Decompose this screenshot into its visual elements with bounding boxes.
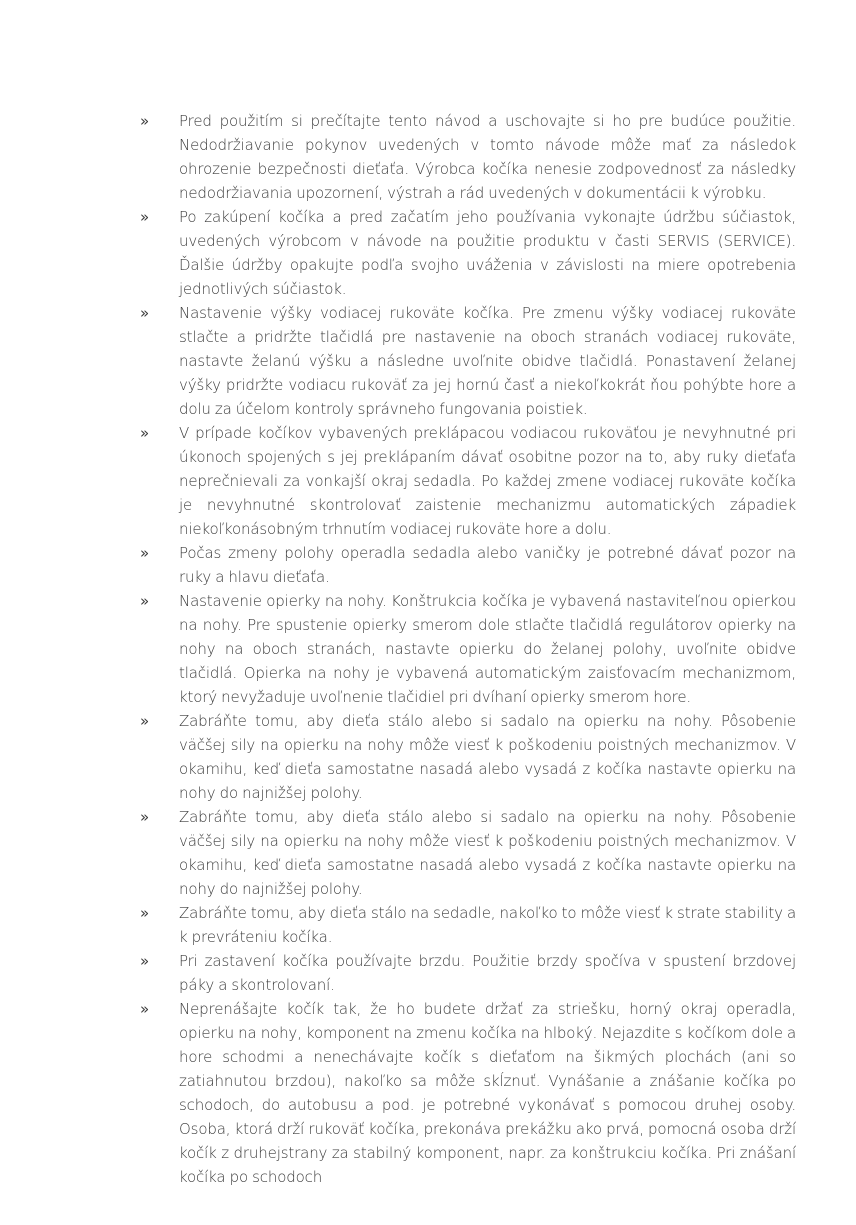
bullet-icon: » — [140, 112, 150, 130]
list-item — [140, 421, 796, 541]
list-item — [140, 709, 796, 805]
list-item-text: Zabráňte tomu, aby dieťa stálo alebo si sadalo na opierku na nohy. Pôsobenie väčšej sily na opierku na nohy môže viesť k poškodeniu poistných mechanizmov. V okamihu, keď dieťa samostatne nasadá alebo vysadá z kočíka nastavte opierku na nohy do najnižšej polohy. — [179, 712, 796, 802]
bullet-icon: » — [140, 904, 150, 922]
bullet-icon: » — [140, 208, 150, 226]
bullet-icon: » — [140, 424, 150, 442]
list-item — [140, 805, 796, 901]
bullet-icon: » — [140, 304, 150, 322]
list-item — [140, 901, 796, 949]
safety-instructions-list — [140, 109, 796, 1189]
bullet-icon: » — [140, 544, 150, 562]
bullet-icon: » — [140, 808, 150, 826]
list-item-text: Zabráňte tomu, aby dieťa stálo alebo si sadalo na opierku na nohy. Pôsobenie väčšej sily na opierku na nohy môže viesť k poškodeniu poistných mechanizmov. V okamihu, keď dieťa samostatne nasadá alebo vysadá z kočíka nastavte opierku na nohy do najnižšej polohy. — [179, 808, 796, 898]
list-item-text: V prípade kočíkov vybavených preklápacou vodiacou rukoväťou je nevyhnutné pri úkonoch spojených s jej preklápaním dávať osobitne pozor na to, aby ruky dieťaťa neprečnievali za vonkajší okraj sedadla. Po každej zmene vodiacej rukoväte kočíka je nevyhnutné skontrolovať zaistenie mechanizmu automatických západiek niekoľkonásobným trhnutím vodiacej rukoväte hore a dolu. — [179, 424, 796, 538]
list-item — [140, 949, 796, 997]
list-item-text: Nastavenie výšky vodiacej rukoväte kočíka. Pre zmenu výšky vodiacej rukoväte stlačte a pridržte tlačidlá pre nastavenie na oboch stranách vodiacej rukoväte, nastavte želanú výšku a následne uvoľnite obidve tlačidlá. Ponastavení želanej výšky pridržte vodiacu rukoväť za jej hornú časť a niekoľkokrát ňou pohýbte hore a dolu za účelom kontroly správneho fungovania poistiek. — [179, 304, 796, 418]
list-item — [140, 109, 796, 205]
list-item — [140, 301, 796, 421]
list-item — [140, 541, 796, 589]
bullet-icon: » — [140, 712, 150, 730]
bullet-icon: » — [140, 952, 150, 970]
list-item-text: Neprenášajte kočík tak, že ho budete držať za striešku, horný okraj operadla, opierku na nohy, komponent na zmenu kočíka na hlboký. Nejazdite s kočíkom dole a hore schodmi a nenechávajte kočík s dieťaťom na šikmých plochách (ani so zatiahnutou brzdou), nakoľko sa môže skĺznuť. Vynášanie a znášanie kočíka po schodoch, do autobusu a pod. je potrebné vykonávať s pomocou druhej osoby. Osoba, ktorá drží rukoväť kočíka, prekonáva prekážku ako prvá, pomocná osoba drží kočík z druhejstrany za stabilný komponent, napr. za konštrukciu kočíka. Pri znášaní kočíka po schodoch — [179, 1000, 796, 1186]
list-item — [140, 205, 796, 301]
list-item-text: Pri zastavení kočíka používajte brzdu. Použitie brzdy spočíva v spustení brzdovej páky a skontrolovaní. — [179, 952, 796, 994]
list-item-text: Počas zmeny polohy operadla sedadla alebo vaničky je potrebné dávať pozor na ruky a hlavu dieťaťa. — [179, 544, 796, 586]
list-item-text: Pred použitím si prečítajte tento návod a uschovajte si ho pre budúce použitie. Nedodržiavanie pokynov uvedených v tomto návode môže mať za následok ohrozenie bezpečnosti dieťaťa. Výrobca kočíka nenesie zodpovednosť za následky nedodržiavania upozornení, výstrah a rád uvedených v dokumentácii k výrobku. — [179, 112, 796, 202]
list-item-text: Nastavenie opierky na nohy. Konštrukcia kočíka je vybavená nastaviteľnou opierkou na nohy. Pre spustenie opierky smerom dole stlačte tlačidlá regulátorov opierky na nohy na oboch stranách, nastavte opierku do želanej polohy, uvoľnite obidve tlačidlá. Opierka na nohy je vybavená automatickým zaisťovacím mechanizmom, ktorý nevyžaduje uvoľnenie tlačidiel pri dvíhaní opierky smerom hore. — [179, 592, 796, 706]
list-item-text: Zabráňte tomu, aby dieťa stálo na sedadle, nakoľko to môže viesť k strate stability a k prevráteniu kočíka. — [179, 904, 796, 946]
list-item — [140, 997, 796, 1189]
list-item — [140, 589, 796, 709]
bullet-icon: » — [140, 1000, 150, 1018]
list-item-text: Po zakúpení kočíka a pred začatím jeho používania vykonajte údržbu súčiastok, uvedených výrobcom v návode na použitie produktu v časti SERVIS (SERVICE). Ďalšie údržby opakujte podľa svojho uváženia v závislosti na miere opotrebenia jednotlivých súčiastok. — [179, 208, 796, 298]
bullet-icon: » — [140, 592, 150, 610]
